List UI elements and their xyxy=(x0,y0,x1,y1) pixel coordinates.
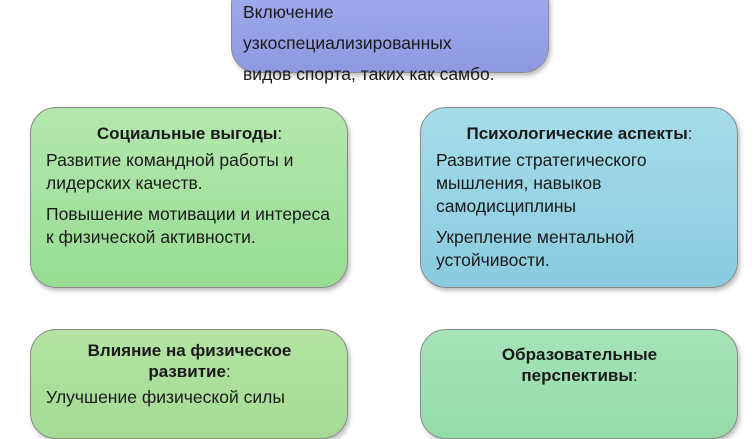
social-benefits-title: Социальные выгоды: xyxy=(96,124,283,143)
physical-development-item: Улучшение физической силы xyxy=(46,387,285,407)
social-benefits-box xyxy=(30,107,348,288)
physical-development-title: Влияние на физическое развитие: xyxy=(87,341,292,381)
social-benefits-item: Развитие командной работы и лидерских качеств. xyxy=(46,150,294,193)
top-box-line-3: видов спорта, таких как самбо. xyxy=(243,64,495,84)
top-box-line-1: Включение xyxy=(243,2,334,22)
physical-development-box xyxy=(30,329,348,439)
top-box-line-2: узкоспециализированных xyxy=(243,33,452,53)
educational-prospects-title: Образовательные перспективы: xyxy=(501,345,658,385)
social-benefits-item: Повышение мотивации и интереса к физической активности. xyxy=(46,204,331,247)
psychological-aspects-box xyxy=(420,107,738,288)
educational-prospects-box xyxy=(420,329,738,439)
psychological-aspects-title: Психологические аспекты: xyxy=(466,124,693,143)
top-box xyxy=(231,0,549,84)
psychological-aspects-item: Развитие стратегического мышления, навыков самодисциплины xyxy=(436,150,647,216)
psychological-aspects-item: Укрепление ментальной устойчивости. xyxy=(436,227,635,270)
